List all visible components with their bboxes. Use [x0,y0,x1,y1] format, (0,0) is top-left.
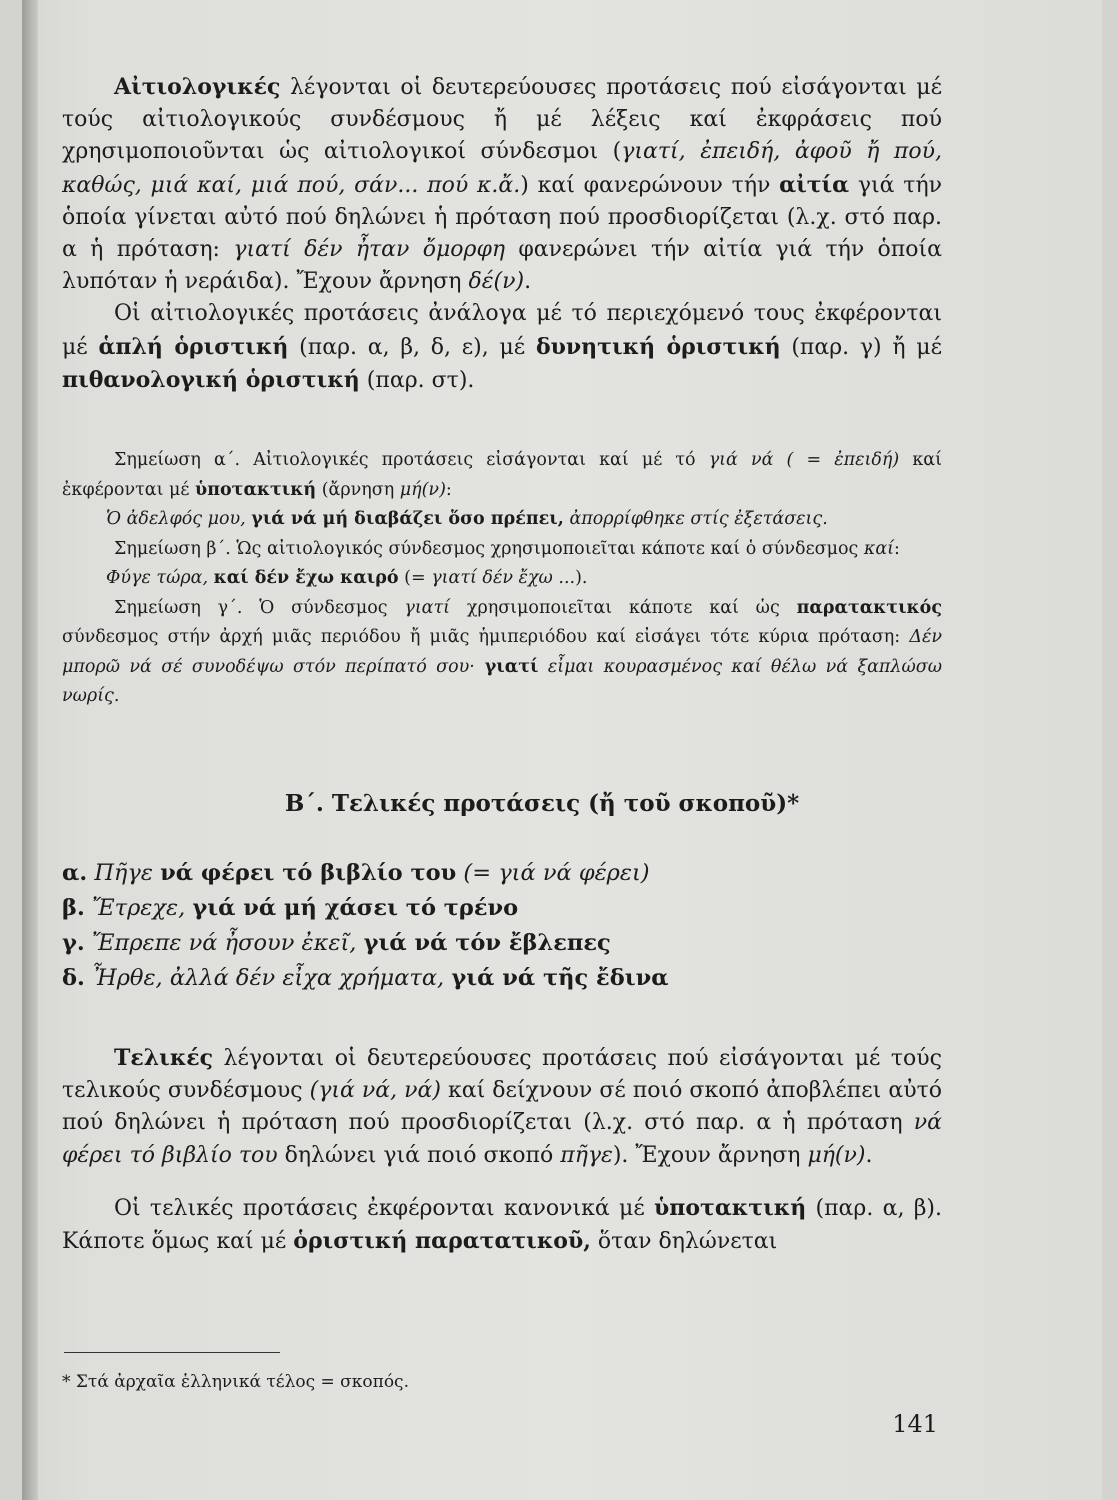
footnote: * Στά ἀρχαῖα ἑλληνικά τέλος = σκοπός. [62,1372,409,1392]
examples-list [62,856,669,996]
list-item: β. Ἔτρεχε, γιά νά μή χάσει τό τρένο [62,895,519,921]
note-b-example: Φύγε τώρα, καί δέν ἔχω καιρό (= γιατί δέν ἔχω ...). [106,568,588,588]
notes-section [62,446,942,712]
note-a: Σημείωση α΄. Αἰτιολογικές προτάσεις εἰσάγονται καί μέ τό γιά νά ( = ἐπειδή) καί ἐκφέρονται μέ ὑποτακτική (ἄρνηση μή(ν): [62,450,942,500]
causal-definition-paragraph: Αἰτιολογικές λέγονται οἱ δευτερεύουσες προτάσεις πού εἰσάγονται μέ τούς αἰτιολογικούς συνδέσμους ἤ μέ λέξεις καί ἐκφράσεις πού χρησιμοποιοῦνται ὡς αἰτιολογικοί σύνδεσμοι (γιατί, ἐπειδή, ἀφοῦ ἤ πού, καθώς, μιά καί, μιά πού, σάν... πού κ.ἄ.) καί φανερώνουν τήν αἰτία γιά τήν ὁποία γίνεται αὐτό πού δηλώνει ἡ πρόταση πού προσδιορίζεται (λ.χ. στό παρ. α ἡ πρόταση: γιατί δέν ἦταν ὄμορφη φανερώνει τήν αἰτία γιά τήν ὁποία λυπόταν ἡ νεράιδα). Ἔχουν ἄρνηση δέ(ν). [62,74,943,295]
book-page [22,0,1102,1500]
note-b: Σημείωση β΄. Ὡς αἰτιολογικός σύνδεσμος χρησιμοποιεῖται κάποτε καί ὁ σύνδεσμος καί: [114,538,900,559]
list-item: α. Πῆγε νά φέρει τό βιβλίο του (= γιά νά φέρει) [62,860,650,886]
section-heading: Β΄. Τελικές προτάσεις (ἤ τοῦ σκοποῦ)* [284,790,800,817]
note-a-example: Ὁ ἀδελφός μου, γιά νά μή διαβάζει ὅσο πρέπει, ἀπορρίφθηκε στίς ἐξετάσεις. [106,509,828,529]
final-moods-paragraph: Οἱ τελικές προτάσεις ἐκφέρονται κανονικά μέ ὑποτακτική (παρ. α, β). Κάποτε ὅμως καί μέ ὁριστική παρατατικοῦ, ὅταν δηλώνεται [62,1194,942,1255]
list-item: γ. Ἔπρεπε νά ἦσουν ἐκεῖ, γιά νά τόν ἔβλεπες [62,930,611,956]
page-number: 141 [892,1410,938,1438]
note-c: Σημείωση γ΄. Ὁ σύνδεσμος γιατί χρησιμοποιεῖται κάποτε καί ὡς παρατακτικός σύνδεσμος στήν ἀρχή μιᾶς περιόδου ἤ μιᾶς ἡμιπεριόδου καί εἰσάγει τότε κύρια πρόταση: Δέν μπορῶ νά σέ συνοδέψω στόν περίπατό σου· γιατί εἶμαι κουρασμένος καί θέλω νά ξαπλώσω νωρίς. [62,597,942,706]
final-clauses-section [62,1042,942,1258]
causal-clauses-section [62,71,942,397]
footnote-divider [64,1352,280,1353]
page-binding-edge [22,0,38,1500]
final-definition-paragraph: Τελικές λέγονται οἱ δευτερεύουσες προτάσεις πού εἰσάγονται μέ τούς τελικούς συνδέσμους (γιά νά, νά) καί δείχνουν σέ ποιό σκοπό ἀποβλέπει αὐτό πού δηλώνει ἡ πρόταση πού προσδιορίζεται (λ.χ. στό παρ. α ἡ πρόταση νά φέρει τό βιβλίο του δηλώνει γιά ποιό σκοπό πῆγε). Ἔχουν ἄρνηση μή(ν). [62,1045,942,1168]
causal-moods-paragraph: Οἱ αἰτιολογικές προτάσεις ἀνάλογα μέ τό περιεχόμενό τους ἐκφέρονται μέ ἁπλή ὁριστική (παρ. α, β, δ, ε), μέ δυνητική ὁριστική (παρ. γ) ἤ μέ πιθανολογική ὁριστική (παρ. στ). [62,301,943,393]
list-item: δ. Ἦρθε, ἀλλά δέν εἶχα χρήματα, γιά νά τῆς ἔδινα [62,965,669,991]
